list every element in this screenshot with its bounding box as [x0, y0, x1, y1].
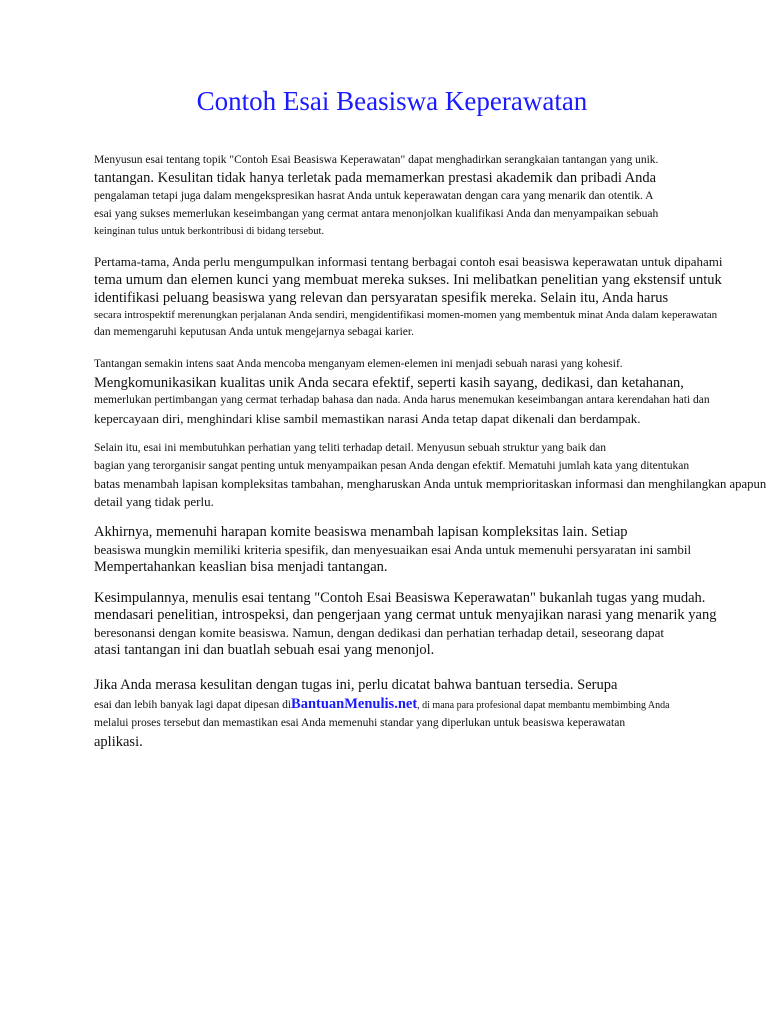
text-line: memerlukan pertimbangan yang cermat terhadap bahasa dan nada. Anda harus menemukan keseimbangan antara kerendahan hati dan — [94, 394, 710, 406]
paragraph-3 — [94, 355, 766, 429]
text-line: detail yang tidak perlu. — [94, 494, 214, 509]
text-line: atasi tantangan ini dan buatlah sebuah esai yang menonjol. — [94, 642, 435, 658]
text-line: Jika Anda merasa kesulitan dengan tugas ini, perlu dicatat bahwa bantuan tersedia. Serupa — [94, 677, 618, 693]
text-line: identifikasi peluang beasiswa yang relevan dan persyaratan spesifik mereka. Selain itu, Anda harus — [94, 290, 669, 306]
paragraph-4 — [94, 439, 766, 511]
paragraph-1 — [94, 152, 766, 240]
text-line: mendasari penelitian, introspeksi, dan pengerjaan yang cermat untuk menyajikan narasi yang menarik yang — [94, 607, 717, 623]
text-line: Tantangan semakin intens saat Anda mencoba menganyam elemen-elemen ini menjadi sebuah narasi yang kohesif. — [94, 358, 623, 370]
text-line: Menyusun esai tentang topik "Contoh Esai Beasiswa Keperawatan" dapat menghadirkan serangkaian tantangan yang unik. — [94, 154, 659, 166]
text-line: Mempertahankan keaslian bisa menjadi tantangan. — [94, 559, 388, 575]
text-line: secara introspektif merenungkan perjalanan Anda sendiri, mengidentifikasi momen-momen yang membentuk minat Anda dalam keperawatan — [94, 309, 718, 321]
text-line: Akhirnya, memenuhi harapan komite beasiswa menambah lapisan kompleksitas lain. Setiap — [94, 524, 628, 540]
text-line: Kesimpulannya, menulis esai tentang "Contoh Esai Beasiswa Keperawatan" bukanlah tugas yang mudah. — [94, 590, 706, 606]
text-line: keinginan tulus untuk berkontribusi di bidang tersebut. — [94, 226, 325, 237]
text-line: Mengkomunikasikan kualitas unik Anda secara efektif, seperti kasih sayang, dedikasi, dan ketahanan, — [94, 375, 684, 391]
paragraph-6 — [94, 589, 766, 659]
paragraph-2 — [94, 253, 766, 341]
text-line: batas menambah lapisan kompleksitas tambahan, mengharuskan Anda untuk memprioritaskan informasi dan menghilangkan apapun — [94, 476, 767, 491]
text-line: tantangan. Kesulitan tidak hanya terletak pada memamerkan prestasi akademik dan pribadi Anda — [94, 170, 657, 186]
text-line: dan memengaruhi keputusan Anda untuk mengejarnya sebagai karier. — [94, 326, 414, 338]
text-line: Pertama-tama, Anda perlu mengumpulkan informasi tentang berbagai contoh esai beasiswa keperawatan untuk dipahami — [94, 254, 723, 269]
text-line: melalui proses tersebut dan memastikan esai Anda memenuhi standar yang diperlukan untuk beasiswa keperawatan — [94, 717, 626, 729]
text-line: aplikasi. — [94, 734, 143, 750]
link-prefix-text: esai dan lebih banyak lagi dapat dipesan di — [94, 699, 292, 711]
bantuanmenulis-link[interactable]: BantuanMenulis.net — [291, 696, 418, 712]
text-line: esai yang sukses memerlukan keseimbangan yang cermat antara menonjolkan kualifikasi Anda dan menyampaikan sebuah — [94, 208, 659, 220]
page-title: Contoh Esai Beasiswa Keperawatan — [196, 86, 588, 116]
paragraph-5 — [94, 523, 766, 577]
link-suffix-text: , di mana para profesional dapat membantu membimbing Anda — [417, 700, 670, 711]
text-line: tema umum dan elemen kunci yang membuat mereka sukses. Ini melibatkan penelitian yang ekstensif untuk — [94, 272, 722, 288]
text-line: kepercayaan diri, menghindari klise sambil memastikan narasi Anda tetap dapat dikenali dan berdampak. — [94, 411, 641, 426]
text-line: pengalaman tetapi juga dalam mengekspresikan hasrat Anda untuk keperawatan dengan cara yang menarik dan otentik. A — [94, 190, 654, 202]
paragraph-7 — [94, 676, 766, 752]
text-line: beresonansi dengan komite beasiswa. Namun, dengan dedikasi dan perhatian terhadap detail, seseorang dapat — [94, 625, 664, 640]
text-line-with-link — [94, 695, 766, 715]
text-line: Selain itu, esai ini membutuhkan perhatian yang teliti terhadap detail. Menyusun sebuah struktur yang baik dan — [94, 442, 606, 454]
text-line: bagian yang terorganisir sangat penting untuk menyampaikan pesan Anda dengan efektif. Mematuhi jumlah kata yang ditentukan — [94, 460, 690, 472]
text-line: beasiswa mungkin memiliki kriteria spesifik, dan menyesuaikan esai Anda untuk memenuhi persyaratan ini sambil — [94, 542, 692, 557]
